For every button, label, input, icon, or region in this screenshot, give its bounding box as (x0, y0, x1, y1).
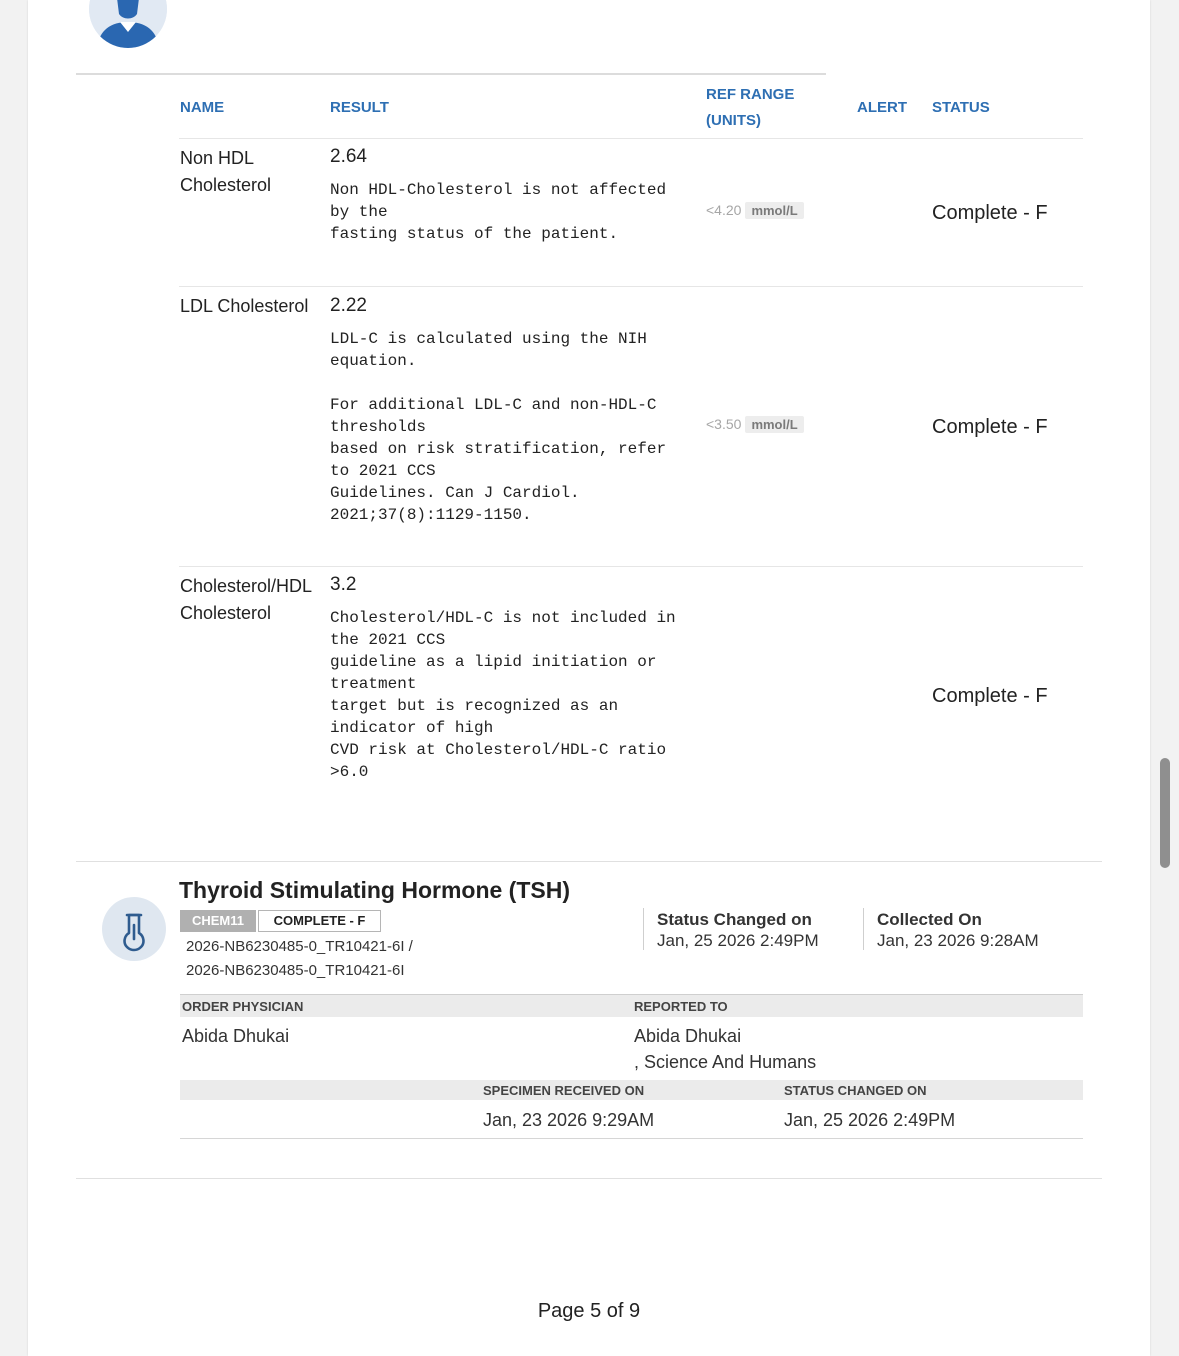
col-header-result: RESULT (330, 99, 389, 116)
page-number: Page 5 of 9 (537, 1300, 641, 1322)
meta-separator (643, 908, 644, 950)
test-code-badge: CHEM11 (180, 910, 256, 932)
order-physician-label: ORDER PHYSICIAN (182, 999, 304, 1014)
status-changed-upper-value: Jan, 25 2026 2:49PM (784, 1110, 956, 1130)
test-status-badge: COMPLETE - F (258, 910, 381, 932)
status-changed-upper-label: STATUS CHANGED ON (784, 1083, 927, 1098)
col-header-ref-range: REF RANGE (706, 86, 795, 103)
test-name-line2: Cholesterol (180, 175, 272, 195)
test-panel-title: Thyroid Stimulating Hormone (TSH) (179, 877, 570, 903)
ref-range-value: <4.20 (706, 202, 742, 218)
ref-range-value: <3.50 (706, 416, 742, 432)
result-value: 2.22 (330, 295, 367, 316)
accession-number-line2: 2026-NB6230485-0_TR10421-6I (186, 962, 405, 979)
section-divider (76, 1178, 1102, 1179)
patient-avatar-icon (89, 0, 167, 48)
ref-range (706, 416, 804, 434)
unit-badge: mmol/L (745, 202, 803, 219)
row-separator (179, 566, 1083, 567)
status-changed-label: Status Changed on (657, 910, 812, 929)
status-changed-value: Jan, 25 2026 2:49PM (657, 931, 819, 950)
order-physician-value: Abida Dhukai (182, 1026, 290, 1046)
row-separator (179, 286, 1083, 287)
result-note: LDL-C is calculated using the NIH equation. For additional LDL-C and non-HDL-C thresholds based on risk stratification, refer to 2021 CCS Guidelines. Can J Cardiol. 2021;37(8):1129-1150. (330, 330, 667, 524)
top-divider (76, 73, 826, 75)
test-name: Non HDL (180, 148, 255, 168)
result-value: 2.64 (330, 146, 367, 167)
meta-separator (863, 908, 864, 950)
result-status: Complete - F (932, 416, 1048, 438)
details-bottom-border (180, 1138, 1083, 1139)
unit-badge: mmol/L (745, 416, 803, 433)
test-name: LDL Cholesterol (180, 296, 309, 316)
reported-to-label: REPORTED TO (634, 999, 728, 1014)
col-header-alert: ALERT (857, 99, 907, 116)
collected-on-value: Jan, 23 2026 9:28AM (877, 931, 1039, 950)
result-note: Cholesterol/HDL-C is not included in the 2021 CCS guideline as a lipid initiation or treatment target but is recognized as an indicator of high CVD risk at Cholesterol/HDL-C ratio >6.0 (330, 609, 676, 781)
result-status: Complete - F (932, 202, 1048, 224)
thermometer-icon (102, 897, 166, 961)
collected-on-label: Collected On (877, 910, 982, 929)
vertical-scrollbar[interactable] (1160, 758, 1170, 868)
test-name: Cholesterol/HDL (180, 576, 313, 596)
reported-to-organization: , Science And Humans (634, 1052, 817, 1072)
result-value: 3.2 (330, 574, 357, 595)
result-status: Complete - F (932, 685, 1048, 707)
specimen-received-label: SPECIMEN RECEIVED ON (483, 1083, 645, 1098)
col-header-name: NAME (180, 99, 225, 116)
col-header-status: STATUS (932, 99, 990, 116)
test-name-line2: Cholesterol (180, 603, 272, 623)
report-page (28, 0, 1150, 1356)
specimen-received-value: Jan, 23 2026 9:29AM (483, 1110, 655, 1130)
result-note: Non HDL-Cholesterol is not affected by the fasting status of the patient. (330, 181, 667, 243)
header-separator (179, 138, 1083, 139)
ref-range (706, 202, 804, 220)
col-header-ref-units: (UNITS) (706, 112, 761, 129)
section-divider (76, 861, 1102, 862)
physician-header-bar (180, 994, 1083, 1017)
reported-to-value: Abida Dhukai (634, 1026, 742, 1046)
accession-number: 2026-NB6230485-0_TR10421-6I / (186, 938, 413, 955)
